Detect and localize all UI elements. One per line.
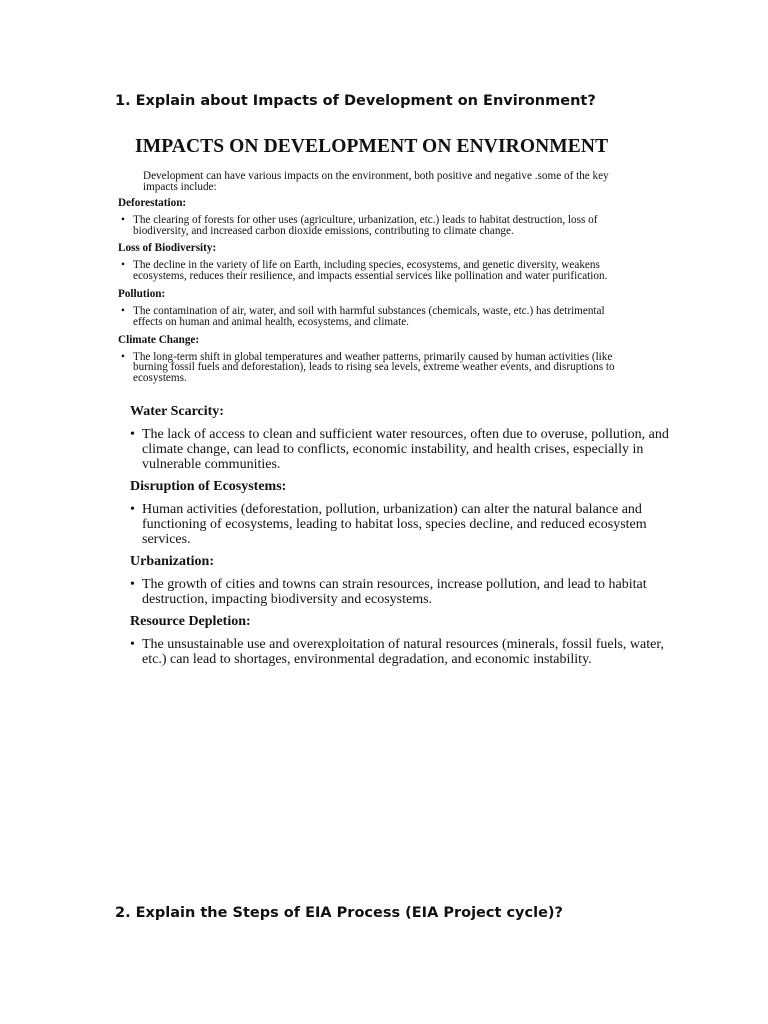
section-pollution: [118, 287, 638, 328]
bullet-item: [130, 637, 670, 667]
section-heading: Water Scarcity:: [130, 404, 224, 419]
question-2-heading: 2. Explain the Steps of EIA Process (EIA Project cycle)?: [115, 905, 563, 921]
bullet-item: [130, 577, 670, 607]
bullet-icon: •: [130, 637, 135, 652]
bullet-item: [121, 306, 633, 328]
section-deforestation: [118, 196, 638, 237]
section-heading: Deforestation:: [118, 196, 187, 209]
bullet-icon: •: [121, 213, 125, 226]
section-resource-depletion: [130, 613, 670, 667]
bullet-text: Human activities (deforestation, pollution, urbanization) can alter the natural balance and functioning of ecosystems, leading to habitat loss, species decline, and reduced ecosystem services.: [142, 502, 647, 547]
bullet-icon: •: [130, 502, 135, 517]
section-heading: Pollution:: [118, 288, 166, 300]
question-1-heading: 1. Explain about Impacts of Development on Environment?: [115, 93, 596, 109]
section-heading: Resource Depletion:: [130, 614, 251, 629]
section-heading: Climate Change:: [118, 333, 200, 346]
image-intro: Development can have various impacts on the environment, both positive and negative .some of the key impacts include:: [143, 170, 609, 194]
bullet-text: The long-term shift in global temperatures and weather patterns, primarily caused by human activities (like burning fossil fuels and deforestation), leads to rising sea levels, extreme weather events, and disruptions to ecosystems.: [133, 350, 615, 385]
impacts-image-bottom: [130, 401, 670, 673]
bullet-text: The unsustainable use and overexploitation of natural resources (minerals, fossil fuels, water, etc.) can lead to shortages, environmental degradation, and economic instability.: [142, 637, 664, 667]
section-disruption-of-ecosystems: [130, 478, 670, 547]
bullet-item: [121, 215, 633, 237]
section-water-scarcity: [130, 403, 670, 472]
bullet-icon: •: [121, 305, 125, 317]
bullet-icon: •: [121, 350, 125, 363]
impacts-image-top: [118, 136, 638, 389]
bullet-text: The lack of access to clean and sufficient water resources, often due to overuse, pollution, and climate change, can lead to conflicts, economic instability, and health crises, especially in vulnerable communities.: [142, 427, 669, 472]
section-heading: Urbanization:: [130, 554, 214, 569]
bullet-item: [130, 502, 670, 547]
bullet-text: The clearing of forests for other uses (agriculture, urbanization, etc.) leads to habitat destruction, loss of biodiversity, and increased carbon dioxide emissions, contributing to climate change.: [133, 213, 598, 237]
bullet-icon: •: [130, 577, 135, 592]
bullet-icon: •: [121, 259, 125, 272]
bullet-text: The growth of cities and towns can strain resources, increase pollution, and lead to habitat destruction, impacting biodiversity and ecosystems.: [142, 577, 647, 607]
section-urbanization: [130, 553, 670, 607]
section-loss-of-biodiversity: [118, 241, 638, 282]
bullet-icon: •: [130, 427, 135, 442]
image-title: IMPACTS ON DEVELOPMENT ON ENVIRONMENT: [135, 136, 609, 157]
section-climate-change: [118, 333, 638, 384]
bullet-item: [130, 427, 670, 472]
section-heading: Loss of Biodiversity:: [118, 242, 217, 255]
section-heading: Disruption of Ecosystems:: [130, 479, 287, 494]
bullet-item: [121, 260, 633, 282]
bullet-item: [121, 352, 633, 384]
bullet-text: The contamination of air, water, and soil with harmful substances (chemicals, waste, etc.) has detrimental effects on human and animal health, ecosystems, and climate.: [133, 305, 605, 328]
bullet-text: The decline in the variety of life on Earth, including species, ecosystems, and genetic diversity, weakens ecosystems, reduces their resilience, and impacts essential services like pollination and water purification.: [133, 259, 608, 283]
